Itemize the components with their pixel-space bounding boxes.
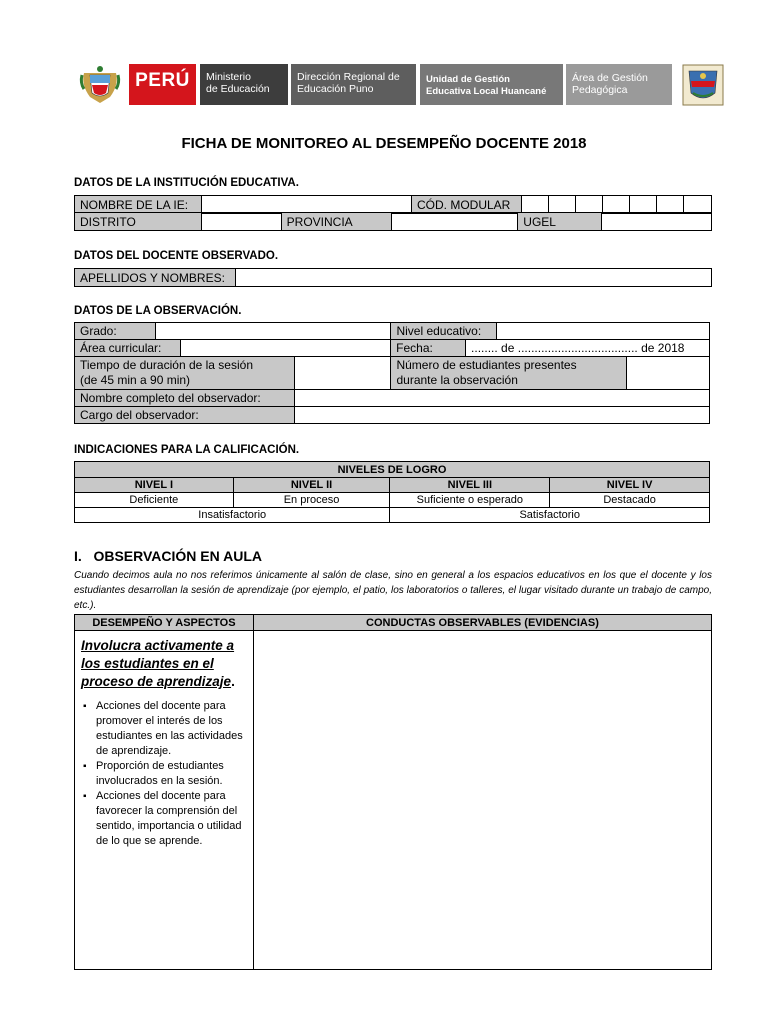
- grupo-satisfactorio: Satisfactorio: [390, 508, 710, 523]
- observacion-table-2: [74, 339, 710, 357]
- observador-label: Nombre completo del observador:: [75, 390, 295, 407]
- nivel-descripcion: Deficiente: [75, 493, 234, 508]
- desempeno-table: [74, 614, 712, 970]
- distrito-label: DISTRITO: [75, 213, 202, 231]
- calificacion-heading: INDICACIONES PARA LA CALIFICACIÓN.: [74, 444, 300, 456]
- direccion-regional-badge: Dirección Regional de Educación Puno: [291, 64, 416, 105]
- observacion-table-3: [74, 356, 710, 390]
- provincia-label: PROVINCIA: [281, 213, 391, 231]
- docente-heading: DATOS DEL DOCENTE OBSERVADO.: [74, 250, 279, 262]
- observacion-aula-descripcion: Cuando decimos aula no nos referimos únicamente al salón de clase, sino en general a los espacios educativos en los que el docente y los estudiantes desarrollan la sesión de aprendizaje (por ejemplo, el patio, los laboratorios o talleres, el lugar visitado durante un trabajo de campo, etc.).: [74, 570, 712, 611]
- desempeno-cell: [75, 631, 254, 970]
- apellidos-label: APELLIDOS Y NOMBRES:: [75, 269, 236, 287]
- cod-modular-digit[interactable]: [684, 196, 712, 214]
- aspecto-item: ▪ Acciones del docente para promover el interés de los estudiantes en las actividades de aprendizaje.: [91, 699, 247, 759]
- aspecto-item: ▪ Proporción de estudiantes involucrados en la sesión.: [91, 759, 247, 789]
- fecha-field[interactable]: ........ de .................................... de 2018: [466, 340, 710, 357]
- area-curricular-label: Área curricular:: [75, 340, 181, 357]
- numero-estudiantes-label: Número de estudiantes presentes durante la observación: [391, 357, 627, 390]
- ubicacion-table: [74, 212, 712, 231]
- cod-modular-digit[interactable]: [630, 196, 657, 214]
- docente-table: [74, 268, 712, 287]
- grupo-insatisfactorio: Insatisfactorio: [75, 508, 390, 523]
- fecha-label: Fecha:: [391, 340, 466, 357]
- nivel-descripcion: Destacado: [550, 493, 710, 508]
- tiempo-duracion-label: Tiempo de duración de la sesión (de 45 min a 90 min): [75, 357, 295, 390]
- cod-modular-label: CÓD. MODULAR: [412, 196, 522, 214]
- grado-label: Grado:: [75, 323, 156, 340]
- numero-estudiantes-field[interactable]: [627, 357, 710, 390]
- nivel-descripcion: Suficiente o esperado: [390, 493, 550, 508]
- cod-modular-digit[interactable]: [549, 196, 576, 214]
- area-gestion-badge: Área de Gestión Pedagógica: [566, 64, 672, 105]
- cod-modular-digit[interactable]: [603, 196, 630, 214]
- nombre-ie-label: NOMBRE DE LA IE:: [75, 196, 202, 214]
- aspectos-list: [81, 699, 247, 849]
- observacion-table-1: [74, 322, 710, 340]
- institucion-heading: DATOS DE LA INSTITUCIÓN EDUCATIVA.: [74, 177, 299, 189]
- col-desempeno-header: DESEMPEÑO Y ASPECTOS: [75, 615, 254, 631]
- observacion-aula-heading: I. OBSERVACIÓN EN AULA: [74, 548, 262, 564]
- area-curricular-field[interactable]: [180, 340, 390, 357]
- niveles-title: NIVELES DE LOGRO: [75, 462, 710, 478]
- grado-field[interactable]: [155, 323, 391, 340]
- observacion-heading: DATOS DE LA OBSERVACIÓN.: [74, 305, 242, 317]
- nombre-ie-field[interactable]: [202, 196, 412, 214]
- provincia-field[interactable]: [391, 213, 518, 231]
- page-title: FICHA DE MONITOREO AL DESEMPEÑO DOCENTE 2018: [181, 135, 587, 152]
- niveles-table: [74, 461, 710, 523]
- cargo-label: Cargo del observador:: [75, 407, 295, 424]
- conductas-evidencias-field[interactable]: [253, 631, 711, 970]
- distrito-field[interactable]: [201, 213, 281, 231]
- peru-coat-of-arms-logo: [78, 63, 122, 107]
- tiempo-duracion-field[interactable]: [294, 357, 391, 390]
- aspecto-item: ▪ Acciones del docente para favorecer la comprensión del sentido, importancia o utilidad de lo que se aprende.: [91, 789, 247, 849]
- desempeno-title-dot: .: [231, 674, 235, 689]
- ugel-badge: Unidad de Gestión Educativa Local Huancané: [420, 64, 563, 105]
- apellidos-field[interactable]: [235, 269, 711, 287]
- nivel-descripcion: En proceso: [233, 493, 390, 508]
- ugel-crest-logo: [681, 63, 725, 107]
- observador-field[interactable]: [294, 390, 709, 407]
- ugel-label: UGEL: [518, 213, 602, 231]
- cargo-field[interactable]: [294, 407, 709, 424]
- ugel-field[interactable]: [602, 213, 712, 231]
- ministerio-badge: Ministerio de Educación: [200, 64, 288, 105]
- nivel-educativo-field[interactable]: [497, 323, 710, 340]
- nivel-header: NIVEL II: [233, 478, 390, 493]
- nivel-educativo-label: Nivel educativo:: [391, 323, 497, 340]
- nivel-header: NIVEL IV: [550, 478, 710, 493]
- col-conductas-header: CONDUCTAS OBSERVABLES (EVIDENCIAS): [253, 615, 711, 631]
- peru-badge: PERÚ: [129, 64, 196, 105]
- cod-modular-digit[interactable]: [576, 196, 603, 214]
- cod-modular-digit[interactable]: [522, 196, 549, 214]
- nivel-header: NIVEL III: [390, 478, 550, 493]
- desempeno-title-wrap: [81, 637, 247, 691]
- desempeno-title: Involucra activamente a los estudiantes en el proceso de aprendizaje: [81, 638, 235, 689]
- nivel-header: NIVEL I: [75, 478, 234, 493]
- observacion-table-4: [74, 389, 710, 424]
- cod-modular-digit[interactable]: [657, 196, 684, 214]
